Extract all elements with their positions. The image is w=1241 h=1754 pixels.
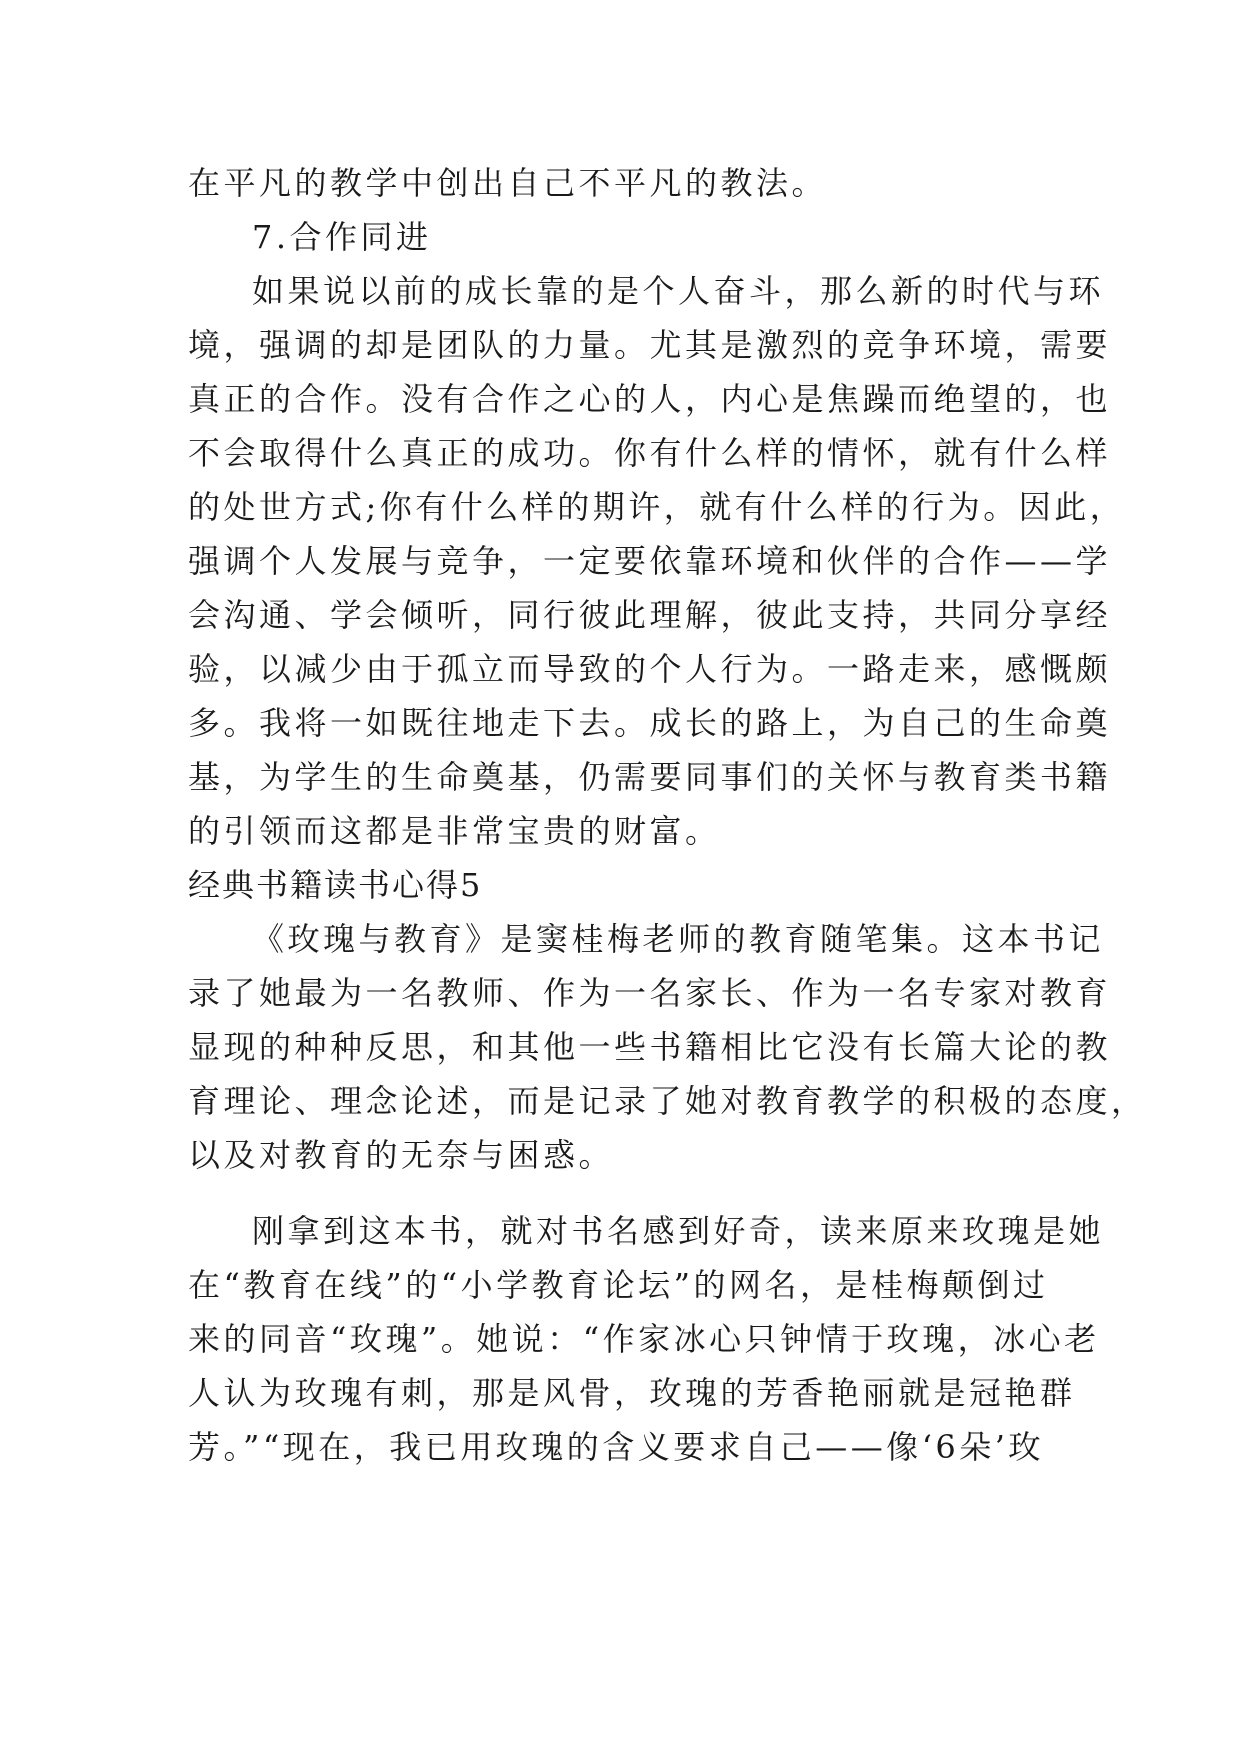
paragraph-line: 会沟通、学会倾听，同行彼此理解，彼此支持，共同分享经 <box>188 596 1112 634</box>
paragraph-line: 的处世方式;你有什么样的期许，就有什么样的行为。因此， <box>188 488 1126 526</box>
paragraph-line: 真正的合作。没有合作之心的人，内心是焦躁而绝望的，也 <box>188 380 1112 418</box>
paragraph-line: 《玫瑰与教育》是窦桂梅老师的教育随笔集。这本书记 <box>252 920 1105 958</box>
paragraph-line: 人认为玫瑰有刺，那是风骨，玫瑰的芳香艳丽就是冠艳群 <box>188 1374 1076 1412</box>
paragraph-continuation <box>188 156 1058 210</box>
paragraph-line: 多。我将一如既往地走下去。成长的路上，为自己的生命奠 <box>188 704 1112 742</box>
section-title: 经典书籍读书心得5 <box>188 866 483 904</box>
paragraph-line: 在平凡的教学中创出自己不平凡的教法。 <box>188 164 828 202</box>
paragraph-line: 以及对教育的无奈与困惑。 <box>188 1136 615 1174</box>
document-page <box>188 156 1147 1474</box>
subheading-cooperation: 7.合作同进 <box>252 218 432 256</box>
paragraph-line: 在“教育在线”的“小学教育论坛”的网名，是桂梅颠倒过 <box>188 1266 1049 1304</box>
paragraph-book-intro <box>188 912 1147 1182</box>
paragraph-line: 刚拿到这本书，就对书名感到好奇，读来原来玫瑰是她 <box>252 1212 1105 1250</box>
paragraph-cooperation <box>188 264 1126 858</box>
paragraph-line: 育理论、理念论述，而是记录了她对教育教学的积极的态度， <box>188 1082 1147 1120</box>
paragraph-spacer <box>188 1182 1058 1204</box>
paragraph-line: 芳。”“现在，我已用玫瑰的含义要求自己——像‘6朵’玫 <box>188 1428 1044 1466</box>
paragraph-line: 不会取得什么真正的成功。你有什么样的情怀，就有什么样 <box>188 434 1112 472</box>
paragraph-book-title <box>188 1204 1105 1474</box>
paragraph-line: 境，强调的却是团队的力量。尤其是激烈的竞争环境，需要 <box>188 326 1112 364</box>
paragraph-line: 显现的种种反思，和其他一些书籍相比它没有长篇大论的教 <box>188 1028 1112 1066</box>
paragraph-line: 强调个人发展与竞争，一定要依靠环境和伙伴的合作——学 <box>188 542 1112 580</box>
paragraph-line: 录了她最为一名教师、作为一名家长、作为一名专家对教育 <box>188 974 1112 1012</box>
paragraph-line: 如果说以前的成长靠的是个人奋斗，那么新的时代与环 <box>252 272 1105 310</box>
paragraph-line: 的引领而这都是非常宝贵的财富。 <box>188 812 721 850</box>
paragraph-line: 来的同音“玫瑰”。她说：“作家冰心只钟情于玫瑰，冰心老 <box>188 1320 1100 1358</box>
paragraph-line: 验，以减少由于孤立而导致的个人行为。一路走来，感慨颇 <box>188 650 1112 688</box>
paragraph-line: 基，为学生的生命奠基，仍需要同事们的关怀与教育类书籍 <box>188 758 1112 796</box>
